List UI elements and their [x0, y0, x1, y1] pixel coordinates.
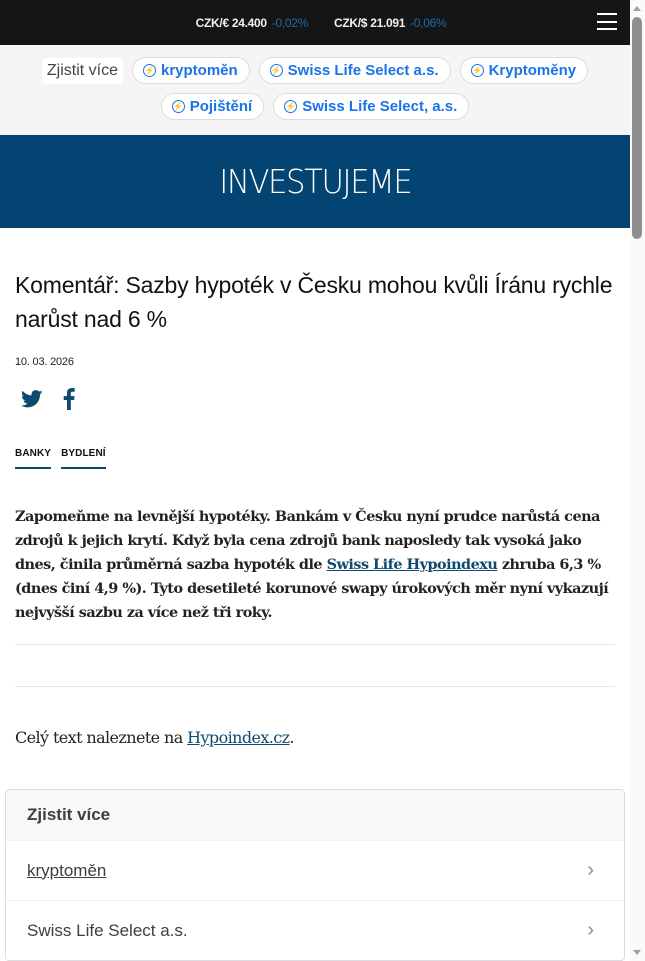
chip-row-1 — [42, 57, 588, 84]
article-title: Komentář: Sazby hypoték v Česku mohou kvůli Íránu rychle narůst nad 6 % — [15, 272, 613, 332]
article-tags — [15, 448, 615, 469]
tag-banky[interactable]: BANKY — [15, 448, 51, 469]
article-lead — [15, 505, 615, 625]
vertical-scrollbar[interactable] — [630, 0, 645, 961]
learn-more-box — [5, 789, 625, 961]
article — [0, 268, 630, 747]
bolt-circle-icon: ⚡ — [143, 64, 156, 77]
full-text-note — [15, 728, 615, 747]
divider — [15, 686, 615, 687]
scroll-up-arrow-icon[interactable] — [633, 6, 641, 11]
rate-usd — [334, 16, 446, 30]
brand-banner — [0, 135, 630, 228]
learn-more-heading: Zjistit více — [6, 790, 624, 840]
bolt-circle-icon: ⚡ — [172, 100, 185, 113]
chips-label: Zjistit více — [42, 58, 123, 84]
chip-label: Pojištění — [189, 98, 253, 115]
chip-label: Kryptoměny — [488, 62, 577, 79]
rate-eur-value: CZK/€ 24.400 — [195, 15, 267, 30]
tag-bydleni[interactable]: BYDLENÍ — [61, 448, 106, 469]
learn-more-item-swiss-life-select[interactable] — [6, 900, 624, 960]
bolt-circle-icon: ⚡ — [270, 64, 283, 77]
twitter-icon[interactable] — [21, 390, 43, 408]
swiss-life-hypoindex-link[interactable]: Swiss Life Hypoindexu — [326, 556, 498, 573]
bolt-circle-icon: ⚡ — [471, 64, 484, 77]
learn-more-item-label: Swiss Life Select a.s. — [27, 920, 188, 940]
facebook-icon[interactable] — [63, 388, 75, 410]
hamburger-line — [597, 21, 617, 23]
currency-ticker-bar — [0, 0, 630, 45]
rate-usd-change: -0,06% — [410, 15, 447, 30]
lead-text-1: Zapomeňme na levnější hypotéky. Bankám v Česku nyní prudce narůstá cena zdrojů k jejich krytí. Když byla cena zdrojů bank naposledy tak vysoká jako dnes, činila průměrná sazba hypoték dle — [15, 508, 600, 573]
learn-more-item-kryptomen[interactable] — [6, 840, 624, 900]
chevron-right-icon: › — [587, 919, 594, 941]
share-buttons — [15, 386, 615, 412]
full-text-suffix: . — [289, 728, 294, 747]
divider — [15, 644, 615, 645]
full-text-prefix: Celý text naleznete na — [15, 728, 188, 747]
rate-eur — [196, 16, 308, 30]
scroll-down-arrow-icon[interactable] — [633, 950, 641, 955]
chip-kryptomeny[interactable] — [460, 57, 589, 84]
hamburger-line — [597, 13, 617, 15]
chip-kryptomen[interactable] — [132, 57, 250, 84]
related-topics-chips — [0, 45, 630, 135]
rate-eur-change: -0,02% — [271, 15, 308, 30]
chip-swiss-life-select-as[interactable] — [273, 93, 469, 120]
lead-text-2: zhruba 6,3 % (dnes činí 4,9 %). Tyto desetileté korunové swapy úrokových měr nyní vykazují nejvyšší sazbu za více než tři roky. — [15, 556, 609, 621]
chip-label: Swiss Life Select, a.s. — [302, 98, 458, 115]
hypoindex-link[interactable]: Hypoindex.cz — [187, 728, 290, 747]
article-date: 10. 03. 2026 — [15, 356, 74, 368]
ticker-items — [196, 16, 447, 30]
hamburger-icon[interactable] — [597, 13, 617, 30]
scrollbar-thumb[interactable] — [632, 17, 642, 239]
chip-swiss-life-select[interactable] — [259, 57, 451, 84]
chip-label: Swiss Life Select a.s. — [287, 62, 439, 79]
chip-pojisteni[interactable] — [161, 93, 265, 120]
chip-label: kryptoměn — [160, 62, 238, 79]
chip-row-2 — [161, 93, 470, 120]
site-logo[interactable]: INVESTUJEME — [218, 162, 412, 201]
learn-more-item-label: kryptoměn — [27, 860, 107, 880]
hamburger-line — [597, 28, 617, 30]
bolt-circle-icon: ⚡ — [284, 100, 297, 113]
chevron-right-icon: › — [587, 859, 594, 881]
rate-usd-value: CZK/$ 21.091 — [334, 15, 406, 30]
